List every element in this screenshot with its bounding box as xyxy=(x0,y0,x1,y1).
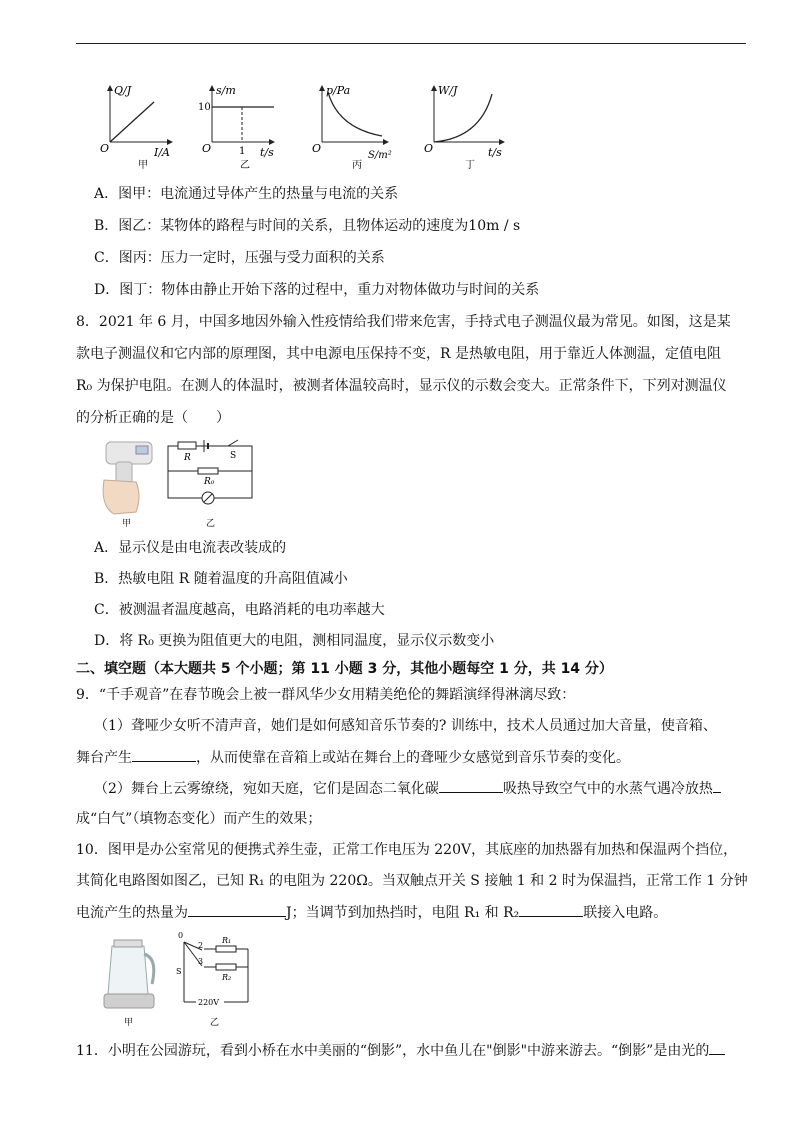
q8-option-d: D．将 R₀ 更换为阻值更大的电阻，测相同温度，显示仪示数变小 xyxy=(94,633,495,649)
q10-line3-pre: 电流产生的热量为 xyxy=(76,905,188,921)
graph-ding-xlabel: t/s xyxy=(488,146,502,159)
q9-part1-line1: （1）聋哑少女听不清声音，她们是如何感知音乐节奏的? 训练中，技术人员通过加大音量，使音箱、 xyxy=(94,718,717,734)
graph-yi-ylabel: s/m xyxy=(216,84,236,97)
svg-text:0: 0 xyxy=(178,931,184,940)
q10-blank-2[interactable] xyxy=(519,902,583,917)
header-rule xyxy=(76,43,746,44)
thermometer-circuit xyxy=(168,440,252,504)
q9-blank-3[interactable] xyxy=(713,778,721,793)
q11-text-line1 xyxy=(76,1040,725,1061)
kettle-circuit-s: S xyxy=(176,967,182,976)
q8-figure xyxy=(96,436,266,530)
graph-ding xyxy=(424,84,505,171)
q7-option-c: C．图丙：压力一定时，压强与受力面积的关系 xyxy=(94,250,385,266)
q9-part1-line2 xyxy=(76,747,630,768)
q7-option-b: B．图乙：某物体的路程与时间的关系，且物体运动的速度为10m / s xyxy=(94,218,521,234)
q9-part2-post: 吸热导致空气中的水蒸气遇冷放热 xyxy=(502,781,713,797)
q9-part1-pre: 舞台产生 xyxy=(76,750,132,766)
graph-yi-xtick: 1 xyxy=(239,146,246,157)
kettle-circuit-voltage: 220V xyxy=(198,998,220,1007)
graph-jia-xlabel: I/A xyxy=(154,146,170,159)
thermometer-image xyxy=(103,442,152,529)
q10-text-line1: 10．图甲是办公室常见的便携式养生壶，正常工作电压为 220V，其底座的加热器有加热和保温两个挡位， xyxy=(76,842,738,858)
q9-part2-line1 xyxy=(94,778,721,799)
kettle-circuit-r2: R₂ xyxy=(222,973,232,982)
q8-option-c: C．被测温者温度越高，电路消耗的电功率越大 xyxy=(94,602,385,618)
q9-part2-line2: 成“白气”（填物态变化）而产生的效果； xyxy=(76,811,322,827)
graph-bing-origin: O xyxy=(312,142,322,155)
graph-bing xyxy=(312,84,392,171)
q10-text-line3 xyxy=(76,902,667,923)
q7-graphs-figure xyxy=(90,80,520,172)
circuit-label-r0: R₀ xyxy=(204,477,215,487)
graph-yi-caption: 乙 xyxy=(240,160,250,171)
graph-jia-origin: O xyxy=(100,142,110,155)
graph-yi xyxy=(198,84,275,171)
kettle-circuit xyxy=(184,942,248,1002)
graph-bing-ylabel: p/Pa xyxy=(326,84,351,97)
q7-option-d: D．图丁：物体由静止开始下落的过程中，重力对物体做功与时间的关系 xyxy=(94,282,540,298)
graph-ding-origin: O xyxy=(424,142,434,155)
graph-yi-origin: O xyxy=(202,142,212,155)
q10-fig-right-caption: 乙 xyxy=(210,1018,220,1028)
q8-option-b: B．热敏电阻 R 随着温度的升高阻值减小 xyxy=(94,571,348,587)
q10-text-line2: 其简化电路图如图乙，已知 R₁ 的电阻为 220Ω。当双触点开关 S 接触 1 和 2 时为保温挡，正常工作 1 分钟 xyxy=(76,873,748,889)
q10-line3-post: 联接入电路。 xyxy=(583,905,668,921)
q10-line3-mid: J；当调节到加热挡时，电阻 R₁ 和 R₂ xyxy=(286,905,520,921)
q10-blank-1[interactable] xyxy=(188,902,286,917)
q7-option-a: A．图甲：电流通过导体产生的热量与电流的关系 xyxy=(94,186,399,202)
circuit-label-s: S xyxy=(230,451,237,461)
q9-intro: 9．“千手观音”在春节晚会上被一群风华少女用精美绝伦的舞蹈演绎得淋漓尽致： xyxy=(76,687,576,703)
graph-yi-xlabel: t/s xyxy=(260,146,274,159)
svg-text:2: 2 xyxy=(198,941,204,950)
circuit-label-r: R xyxy=(184,453,191,463)
graph-ding-caption: 丁 xyxy=(465,160,475,171)
graph-bing-caption: 丙 xyxy=(352,160,362,171)
q9-blank-1[interactable] xyxy=(132,747,196,762)
q8-fig-right-caption: 乙 xyxy=(206,519,216,529)
graph-jia-ylabel: Q/J xyxy=(114,84,132,97)
q8-option-a: A．显示仪是由电流表改装成的 xyxy=(94,540,287,556)
q8-text-line3: R₀ 为保护电阻。在测人的体温时，被测者体温较高时，显示仪的示数会变大。正常条件下，下列对测温仪 xyxy=(76,378,727,394)
q11-blank-1[interactable] xyxy=(709,1040,725,1055)
graph-ding-ylabel: W/J xyxy=(438,84,458,97)
q8-text-line1: 8．2021 年 6 月，中国多地因外输入性疫情给我们带来危害，手持式电子测温仪最为常见。如图，这是某 xyxy=(76,314,731,330)
q9-part1-post: ，从而使靠在音箱上或站在舞台上的聋哑少女感觉到音乐节奏的变化。 xyxy=(196,750,630,766)
kettle-circuit-r1: R₁ xyxy=(222,936,232,945)
q10-figure xyxy=(98,928,268,1030)
kettle-image xyxy=(104,940,154,1028)
q8-text-line2: 款电子测温仪和它内部的原理图，其中电源电压保持不变，R 是热敏电阻，用于靠近人体测温，定值电阻 xyxy=(76,346,721,362)
q10-fig-left-caption: 甲 xyxy=(124,1018,134,1028)
q8-text-line4: 的分析正确的是（ ） xyxy=(76,410,230,426)
graph-jia-caption: 甲 xyxy=(138,160,148,171)
graph-bing-xlabel: S/m² xyxy=(368,150,392,161)
graph-yi-ytick: 10 xyxy=(198,102,211,113)
q8-fig-left-caption: 甲 xyxy=(122,519,132,529)
section-2-heading: 二、填空题（本大题共 5 个小题；第 11 小题 3 分，其他小题每空 1 分，共 14 分） xyxy=(76,661,613,677)
graph-jia xyxy=(100,84,173,171)
q9-blank-2[interactable] xyxy=(439,778,503,793)
q11-line1-text: 11．小明在公园游玩，看到小桥在水中美丽的“倒影”，水中鱼儿在"倒影"中游来游去。“倒影”是由光的 xyxy=(76,1043,710,1059)
q9-part2-pre: （2）舞台上云雾缭绕，宛如天庭，它们是固态二氧化碳 xyxy=(94,781,439,797)
svg-text:3: 3 xyxy=(198,957,204,966)
